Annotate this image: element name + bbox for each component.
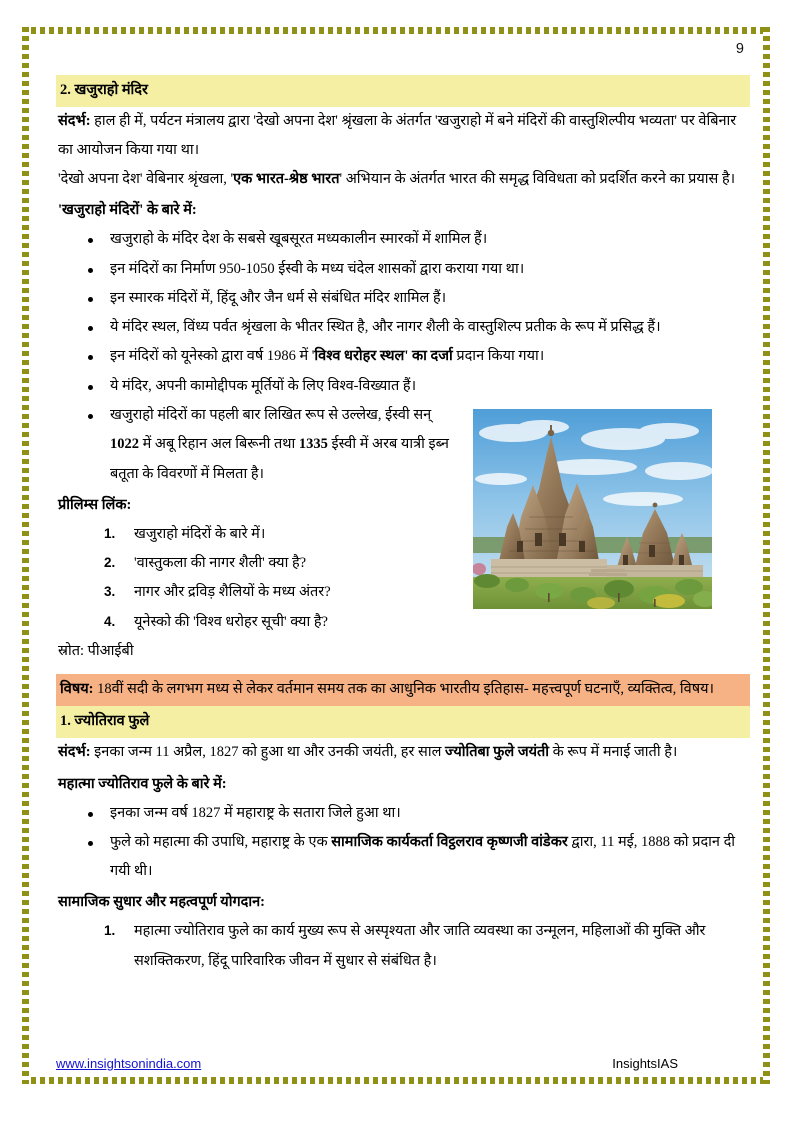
record-part-c: में अबू रिहान अल बिरूनी तथा bbox=[139, 436, 299, 453]
list-item: ये मंदिर स्थल, विंध्य पर्वत श्रृंखला के भीतर स्थित है, और नागर शैली के वास्तुशिल्प प्रतीक के रूप में प्रसिद्ध हैं। bbox=[110, 313, 748, 342]
list-item: नागर और द्रविड़ शैलियों के मध्य अंतर? bbox=[134, 584, 331, 601]
record-year-1022: 1022 bbox=[110, 436, 139, 453]
prelims-question-list bbox=[56, 520, 750, 637]
khajuraho-bullet-list bbox=[56, 225, 750, 401]
khajuraho-about-heading: 'खजुराहो मंदिरों' के बारे में: bbox=[58, 202, 197, 219]
source-label: स्रोत: bbox=[58, 643, 84, 660]
page-border-right bbox=[763, 27, 770, 1084]
page-footer bbox=[56, 1056, 750, 1071]
social-reform-heading: सामाजिक सुधार और महत्वपूर्ण योगदान: bbox=[58, 894, 265, 911]
mahatma-part-c: द्वारा, 11 मई, 1888 को प्रदान दी गयी थी। bbox=[110, 833, 736, 880]
phule-about-heading: महात्मा ज्योतिराव फुले के बारे में: bbox=[58, 775, 227, 792]
list-item: ये मंदिर, अपनी कामोद्दीपक मूर्तियों के लिए विश्व-विख्यात हैं। bbox=[110, 372, 748, 401]
social-reform-list bbox=[56, 917, 750, 976]
phule-context-part-a: इनका जन्म 11 अप्रैल, 1827 को हुआ था और उनकी जयंती, हर साल bbox=[90, 744, 446, 761]
prelims-link-heading: प्रीलिम्स लिंक: bbox=[58, 496, 132, 513]
unesco-part-c: प्रदान किया गया। bbox=[452, 348, 545, 365]
context2-bold: एक भारत-श्रेष्ठ भारत bbox=[233, 171, 340, 188]
page-border-bottom bbox=[22, 1077, 770, 1084]
insightsias-brand: InsightsIAS bbox=[612, 1056, 678, 1071]
khajuraho-context-paragraph bbox=[56, 107, 750, 166]
context-label: संदर्भ: bbox=[58, 744, 91, 761]
record-year-1335: 1335 bbox=[298, 436, 328, 453]
topic-label: विषय: bbox=[60, 681, 94, 698]
khajuraho-context-paragraph-2 bbox=[56, 165, 750, 194]
context2-part-a: 'देखो अपना देश' वेबिनार श्रृंखला, ' bbox=[58, 171, 234, 188]
context-text: हाल ही में, पर्यटन मंत्रालय द्वारा 'देखो अपना देश' श्रृंखला के अंतर्गत 'खजुराहो में बने मंदिरों की वास्तुशिल्पीय भव्यता' पर वेबिनार का आयोजन किया गया था। bbox=[58, 112, 737, 158]
context2-part-c: ' अभियान के अंतर्गत भारत की समृद्ध विविधता को प्रदर्शित करने का प्रयास है। bbox=[339, 171, 736, 188]
phule-context-paragraph bbox=[56, 738, 750, 767]
page-border-left bbox=[22, 27, 29, 1084]
phule-context-part-c: के रूप में मनाई जाती है। bbox=[549, 744, 678, 761]
list-item: यूनेस्को की 'विश्व धरोहर सूची' क्या है? bbox=[134, 613, 328, 630]
document-content bbox=[56, 42, 750, 976]
section-heading-jyotirao-phule: 1. ज्योतिराव फुले bbox=[56, 706, 750, 738]
list-item-first-record bbox=[110, 401, 748, 489]
list-item: इन स्मारक मंदिरों में, हिंदू और जैन धर्म से संबंधित मंदिर शामिल हैं। bbox=[110, 284, 748, 313]
topic-text: 18वीं सदी के लगभग मध्य से लेकर वर्तमान समय तक का आधुनिक भारतीय इतिहास- महत्त्वपूर्ण घटनाएँ, व्यक्तित्व, विषय। bbox=[93, 681, 715, 698]
phule-bullet-list bbox=[56, 799, 750, 887]
list-item: खजुराहो के मंदिर देश के सबसे खूबसूरत मध्यकालीन स्मारकों में शामिल हैं। bbox=[110, 225, 748, 254]
list-item: खजुराहो मंदिरों के बारे में। bbox=[134, 525, 266, 542]
record-part-a: खजुराहो मंदिरों का पहली बार लिखित रूप से उल्लेख, ईस्वी सन् bbox=[110, 407, 432, 424]
phule-jayanti-bold: ज्योतिबा फुले जयंती bbox=[445, 744, 550, 761]
khajuraho-bullet-list-continued bbox=[56, 401, 750, 489]
context-label: संदर्भ: bbox=[58, 112, 91, 129]
list-item: 'वास्तुकला की नागर शैली' क्या है? bbox=[134, 555, 307, 572]
page-number: 9 bbox=[735, 41, 744, 57]
section-heading-khajuraho: 2. खजुराहो मंदिर bbox=[56, 75, 750, 107]
mahatma-bold: सामाजिक कार्यकर्ता विट्ठलराव कृष्णजी वांडेकर bbox=[331, 833, 568, 850]
topic-banner-modern-india bbox=[56, 674, 750, 706]
record-part-e: ईस्वी में अरब यात्री इब्न बतूता के विवरणों में मिलता है। bbox=[110, 436, 449, 482]
list-item: इन मंदिरों का निर्माण 950-1050 ईस्वी के मध्य चंदेल शासकों द्वारा कराया गया था। bbox=[110, 255, 748, 284]
insightsonindia-link[interactable]: www.insightsonindia.com bbox=[56, 1056, 202, 1071]
khajuraho-source-line bbox=[56, 637, 750, 666]
unesco-bold: विश्व धरोहर स्थल' का दर्जा bbox=[314, 348, 453, 365]
list-item: इनका जन्म वर्ष 1827 में महाराष्ट्र के सतारा जिले हुआ था। bbox=[110, 799, 748, 828]
unesco-part-a: इन मंदिरों को यूनेस्को द्वारा वर्ष 1986 में ' bbox=[110, 348, 315, 365]
list-item: महात्मा ज्योतिराव फुले का कार्य मुख्य रूप से अस्पृश्यता और जाति व्यवस्था का उन्मूलन, महिलाओं की मुक्ति और सशक्तिकरण, हिंदू पारिवारिक जीवन में सुधार से संबंधित है। bbox=[134, 923, 706, 969]
page-border-top bbox=[22, 27, 770, 34]
list-item-unesco bbox=[110, 342, 748, 371]
mahatma-part-a: फुले को महात्मा की उपाधि, महाराष्ट्र के एक bbox=[110, 833, 332, 850]
list-item-mahatma-title bbox=[110, 828, 748, 887]
source-value: पीआईबी bbox=[84, 643, 134, 660]
